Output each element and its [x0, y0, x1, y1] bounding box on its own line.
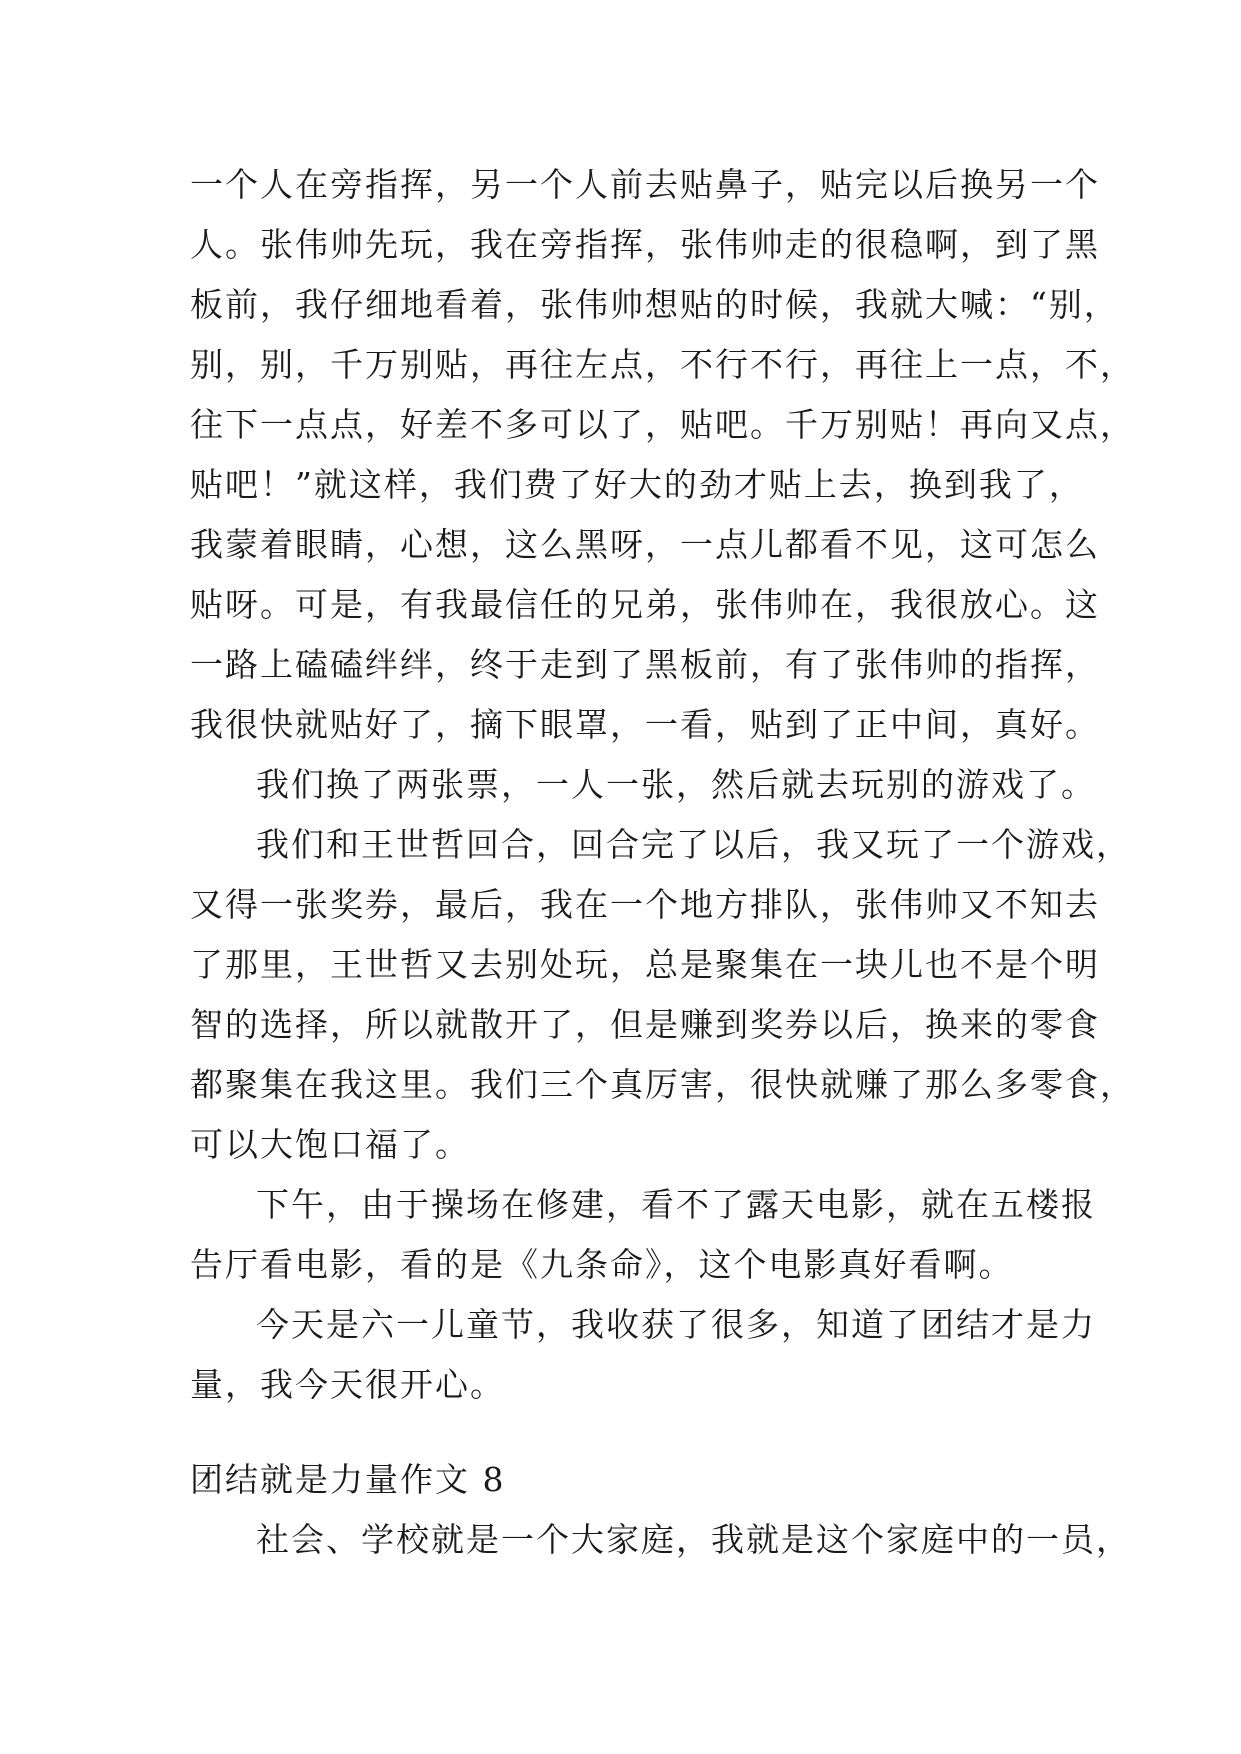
paragraph: [190, 1510, 1131, 1570]
text-line: 我很快就贴好了，摘下眼罩，一看，贴到了正中间，真好。: [190, 705, 1100, 744]
paragraph: [190, 755, 1096, 815]
text-line: 社会、学校就是一个大家庭，我就是这个家庭中的一员，: [256, 1520, 1131, 1559]
text-line: 又得一张奖券，最后，我在一个地方排队，张伟帅又不知去: [190, 885, 1100, 924]
text-line: 下午，由于操场在修建，看不了露天电影，就在五楼报: [256, 1185, 1096, 1224]
text-line: 一路上磕磕绊绊，终于走到了黑板前，有了张伟帅的指挥，: [190, 645, 1100, 684]
text-line: 贴吧！”就这样，我们费了好大的劲才贴上去，换到我了，: [190, 465, 1084, 504]
text-line: 告厅看电影，看的是《九条命》，这个电影真好看啊。: [190, 1245, 1014, 1284]
text-line: 量，我今天很开心。: [190, 1365, 505, 1404]
paragraph: [190, 1295, 1096, 1415]
text-line: 别，别，千万别贴，再往左点，不行不行，再往上一点，不，: [190, 345, 1135, 384]
paragraph: [190, 155, 1135, 755]
text-line: 板前，我仔细地看着，张伟帅想贴的时候，我就大喊：“别，: [190, 285, 1119, 324]
document-page: [190, 155, 1135, 1570]
text-line: 往下一点点，好差不多可以了，贴吧。千万别贴！再向又点，: [190, 405, 1135, 444]
text-line: 今天是六一儿童节，我收获了很多，知道了团结才是力: [256, 1305, 1096, 1344]
text-line: 了那里，王世哲又去别处玩，总是聚集在一块儿也不是个明: [190, 945, 1100, 984]
text-line: 智的选择，所以就散开了，但是赚到奖券以后，换来的零食: [190, 1005, 1100, 1044]
paragraph: [190, 815, 1135, 1175]
text-line: 贴呀。可是，有我最信任的兄弟，张伟帅在，我很放心。这: [190, 585, 1100, 624]
text-line: 可以大饱口福了。: [190, 1125, 470, 1164]
text-line: 都聚集在我这里。我们三个真厉害，很快就赚了那么多零食，: [190, 1065, 1135, 1104]
text-line: 人。张伟帅先玩，我在旁指挥，张伟帅走的很稳啊，到了黑: [190, 225, 1100, 264]
text-line: 我蒙着眼睛，心想，这么黑呀，一点儿都看不见，这可怎么: [190, 525, 1100, 564]
paragraph: [190, 1175, 1096, 1295]
text-line: 一个人在旁指挥，另一个人前去贴鼻子，贴完以后换另一个: [190, 165, 1100, 204]
section-heading: 团结就是力量作文 8: [190, 1460, 506, 1499]
text-line: 我们换了两张票，一人一张，然后就去玩别的游戏了。: [256, 765, 1096, 804]
text-line: 我们和王世哲回合，回合完了以后，我又玩了一个游戏，: [256, 825, 1131, 864]
